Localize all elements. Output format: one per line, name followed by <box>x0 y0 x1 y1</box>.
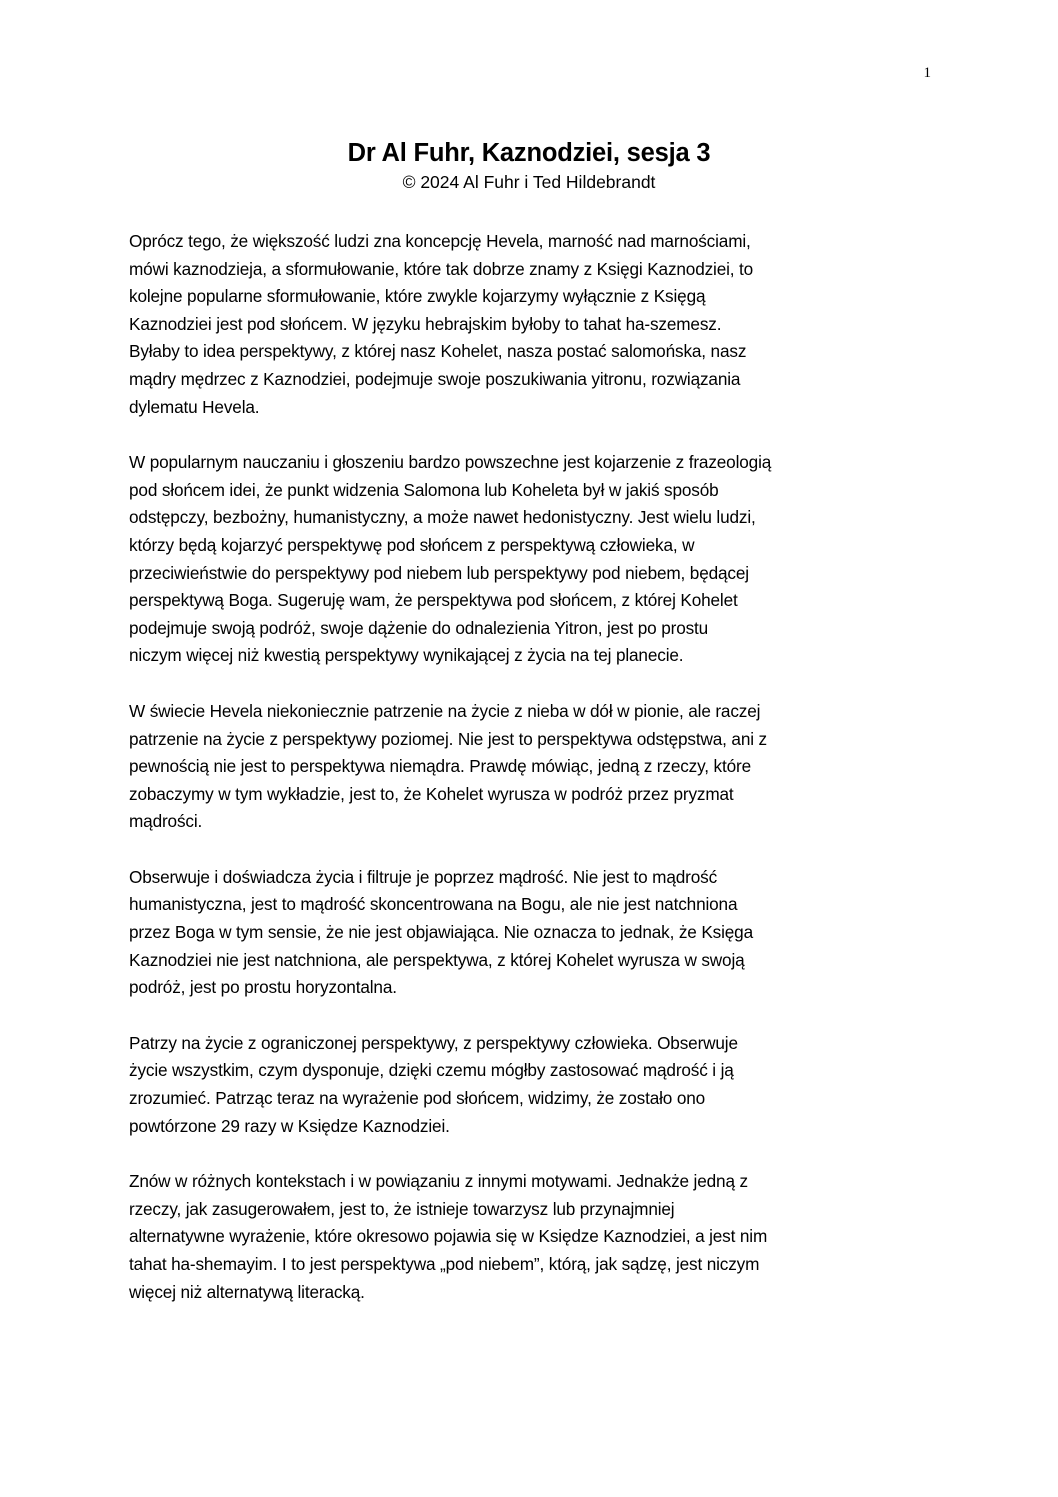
text-line: alternatywne wyrażenie, które okresowo pojawia się w Księdze Kaznodziei, a jest nim <box>129 1226 768 1247</box>
paragraph-1 <box>129 228 937 421</box>
text-line: więcej niż alternatywą literacką. <box>129 1281 365 1302</box>
text-line: którzy będą kojarzyć perspektywę pod słońcem z perspektywą człowieka, w <box>129 534 695 555</box>
text-line: humanistyczna, jest to mądrość skoncentrowana na Bogu, ale nie jest natchniona <box>129 894 738 915</box>
text-line: pewnością nie jest to perspektywa niemądra. Prawdę mówiąc, jedną z rzeczy, które <box>129 756 751 777</box>
text-line: niczym więcej niż kwestią perspektywy wynikającej z życia na tej planecie. <box>129 645 684 666</box>
title-block <box>0 136 1058 194</box>
text-line: mądry mędrzec z Kaznodziei, podejmuje swoje poszukiwania yitronu, rozwiązania <box>129 368 741 389</box>
text-line: życie wszystkim, czym dysponuje, dzięki czemu mógłby zastosować mądrość i ją <box>129 1060 734 1081</box>
text-line: Patrzy na życie z ograniczonej perspektywy, z perspektywy człowieka. Obserwuje <box>129 1032 738 1053</box>
text-line: przez Boga w tym sensie, że nie jest objawiająca. Nie oznacza to jednak, że Księga <box>129 922 753 943</box>
text-line: podejmuje swoją podróż, swoje dążenie do odnalezienia Yitron, jest po prostu <box>129 617 709 638</box>
text-line: mówi kaznodzieja, a sformułowanie, które tak dobrze znamy z Księgi Kaznodziei, to <box>129 258 754 279</box>
text-line: powtórzone 29 razy w Księdze Kaznodziei. <box>129 1115 450 1136</box>
text-line: Byłaby to idea perspektywy, z której nasz Kohelet, nasza postać salomońska, nasz <box>129 341 747 362</box>
text-line: pod słońcem idei, że punkt widzenia Salomona lub Koheleta był w jakiś sposób <box>129 479 719 500</box>
text-line: tahat ha-shemayim. I to jest perspektywa „pod niebem”, którą, jak sądzę, jest niczym <box>129 1254 760 1274</box>
text-line: podróż, jest po prostu horyzontalna. <box>129 977 397 998</box>
text-line: mądrości. <box>129 811 203 832</box>
text-line: zrozumieć. Patrząc teraz na wyrażenie pod słońcem, widzimy, że zostało ono <box>129 1088 706 1109</box>
text-line: Kaznodziei jest pod słońcem. W języku hebrajskim byłoby to tahat ha-szemesz. <box>129 313 722 334</box>
text-line: kolejne popularne sformułowanie, które zwykle kojarzymy wyłącznie z Księgą <box>129 286 706 307</box>
paragraph-3 <box>129 698 937 836</box>
text-line: Znów w różnych kontekstach i w powiązaniu z innymi motywami. Jednakże jedną z <box>129 1171 748 1192</box>
paragraph-2 <box>129 449 937 670</box>
text-line: perspektywą Boga. Sugeruję wam, że perspektywa pod słońcem, z której Kohelet <box>129 590 738 611</box>
text-line: dylematu Hevela. <box>129 396 260 417</box>
text-line: przeciwieństwie do perspektywy pod niebem lub perspektywy pod niebem, będącej <box>129 562 749 583</box>
text-line: rzeczy, jak zasugerowałem, jest to, że istnieje towarzysz lub przynajmniej <box>129 1198 675 1219</box>
copyright-line: © 2024 Al Fuhr i Ted Hildebrandt <box>402 172 656 192</box>
document-title: Dr Al Fuhr, Kaznodziei, sesja 3 <box>347 139 711 167</box>
document-body <box>129 228 937 1334</box>
text-line: Oprócz tego, że większość ludzi zna koncepcję Hevela, marność nad marnościami, <box>129 231 751 251</box>
text-line: W popularnym nauczaniu i głoszeniu bardzo powszechne jest kojarzenie z frazeologią <box>129 452 772 473</box>
text-line: zobaczymy w tym wykładzie, jest to, że Kohelet wyrusza w podróż przez pryzmat <box>129 783 734 804</box>
text-line: Obserwuje i doświadcza życia i filtruje je poprzez mądrość. Nie jest to mądrość <box>129 866 718 887</box>
text-line: Kaznodziei nie jest natchniona, ale perspektywa, z której Kohelet wyrusza w swoją <box>129 949 745 970</box>
text-line: patrzenie na życie z perspektywy poziomej. Nie jest to perspektywa odstępstwa, ani z <box>129 728 767 749</box>
page-number: 1 <box>923 65 931 81</box>
paragraph-6 <box>129 1168 937 1306</box>
text-line: W świecie Hevela niekoniecznie patrzenie na życie z nieba w dół w pionie, ale raczej <box>129 700 761 721</box>
paragraph-4 <box>129 864 937 1002</box>
text-line: odstępczy, bezbożny, humanistyczny, a może nawet hedonistyczny. Jest wielu ludzi, <box>129 507 756 528</box>
paragraph-5 <box>129 1030 937 1140</box>
